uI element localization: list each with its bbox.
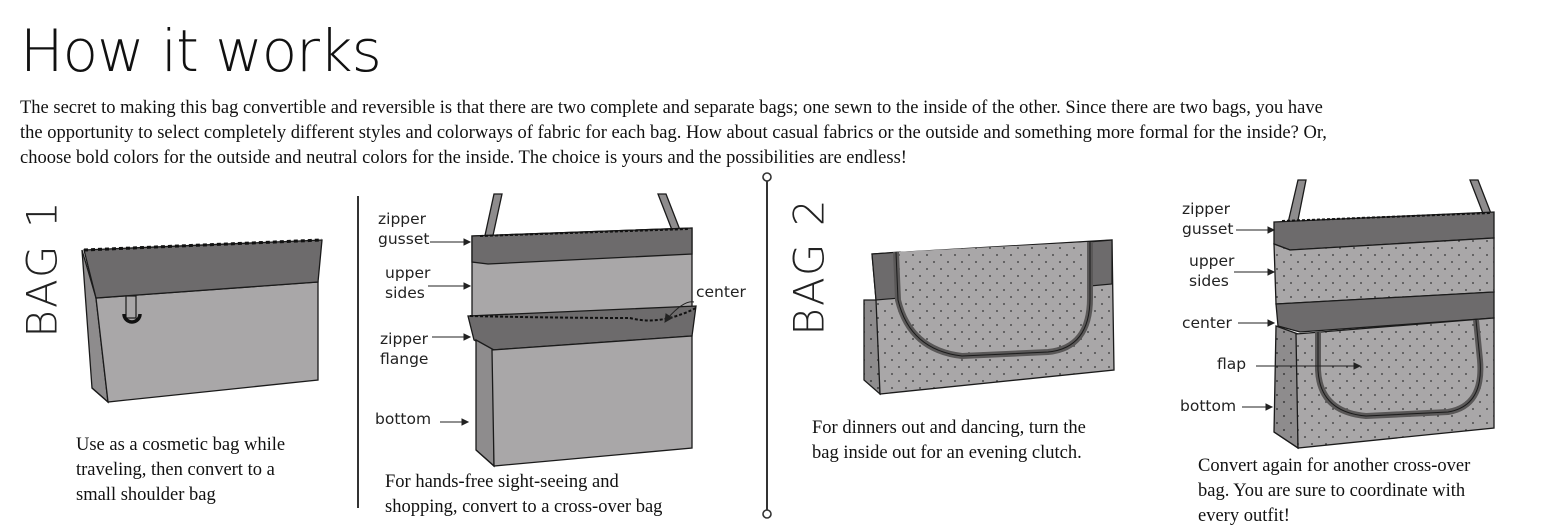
cosmetic-bag-illustration	[82, 240, 322, 402]
label-zipper-flange: zipper flange	[380, 330, 429, 368]
divider-end-dot	[763, 510, 771, 518]
caption-reversible-crossover: Convert again for another cross-over bag. You are sure to coordinate with every outfit!	[1198, 456, 1471, 526]
intro-line: The secret to making this bag convertible and reversible is that there are two complete and separate bags; one sewn to the inside of the other. Since there are two bags, you have	[20, 98, 1323, 118]
label-bottom: bottom	[1180, 397, 1237, 415]
label-center: center	[696, 283, 746, 301]
evening-clutch-illustration	[864, 240, 1114, 394]
label-upper-sides: upper sides	[1189, 252, 1235, 290]
bag1-title: BAG 1	[17, 199, 67, 338]
reversible-crossover-illustration	[1274, 180, 1494, 448]
label-flap: flap	[1217, 355, 1247, 373]
caption-evening-clutch: For dinners out and dancing, turn the bag inside out for an evening clutch.	[812, 418, 1086, 463]
caption-cosmetic-bag: Use as a cosmetic bag while traveling, then convert to a small shoulder bag	[76, 435, 286, 505]
label-upper-sides: upper sides	[385, 264, 431, 302]
divider-end-dot	[763, 173, 771, 181]
bag2-title: BAG 2	[784, 197, 834, 336]
label-zipper-gusset: zipper gusset	[1182, 200, 1234, 238]
intro-line: the opportunity to select completely different styles and colorways of fabric for each bag. How about casual fabrics or the outside and something more formal for the inside? Or,	[20, 123, 1327, 143]
label-center: center	[1182, 314, 1232, 332]
crossover-bag-illustration	[468, 194, 696, 466]
intro-line: choose bold colors for the outside and neutral colors for the inside. The choice is yours and the possibilities are endless!	[20, 148, 907, 168]
page-title: How it works	[20, 17, 381, 85]
label-bottom: bottom	[375, 410, 432, 428]
caption-crossover-bag: For hands-free sight-seeing and shopping, convert to a cross-over bag	[385, 472, 663, 517]
label-zipper-gusset: zipper gusset	[378, 210, 430, 248]
